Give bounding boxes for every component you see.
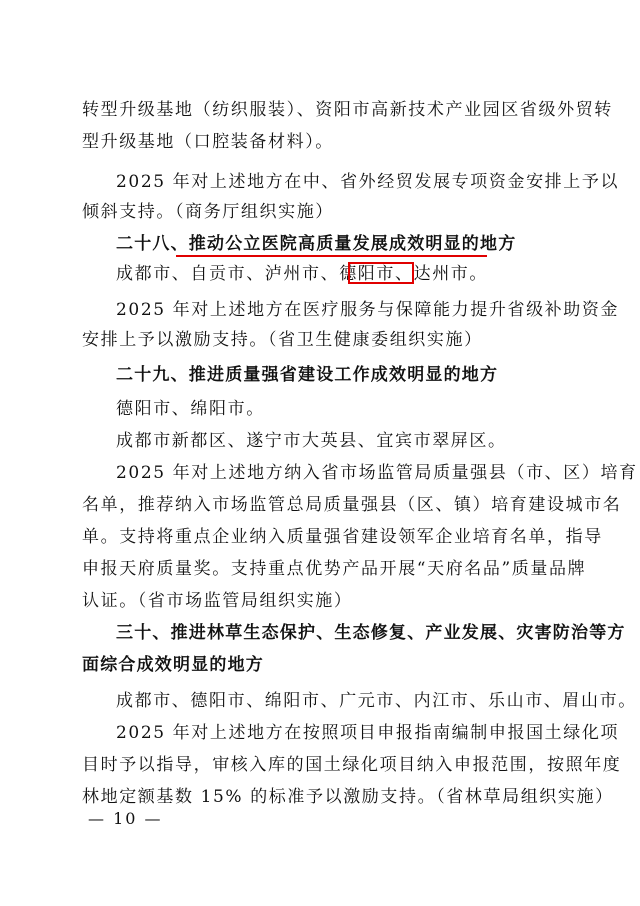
red-box-annotation: [348, 262, 414, 284]
section-heading-30-cont: 面综合成效明显的地方: [82, 655, 264, 675]
page-number: — 10 —: [88, 809, 163, 828]
section-heading-29: 二十九、推进质量强省建设工作成效明显的地方: [116, 365, 499, 385]
text-line: 2025 年对上述地方纳入省市场监管局质量强县（市、区）培育: [116, 463, 638, 483]
text-line: 林地定额基数 15% 的标准予以激励支持。（省林草局组织实施）: [82, 787, 614, 807]
section-heading-30: 三十、推进林草生态保护、生态修复、产业发展、灾害防治等方: [116, 623, 626, 643]
text-line: 名单，推荐纳入市场监管总局质量强县（区、镇）培育建设城市名: [82, 495, 622, 515]
text-line: 德阳市、绵阳市。: [116, 399, 265, 419]
text-line: 成都市、自贡市、泸州市、德阳市、达州市。: [116, 264, 488, 284]
text-line: 成都市新都区、遂宁市大英县、宜宾市翠屏区。: [116, 431, 507, 451]
text-line: 安排上予以激励支持。（省卫生健康委组织实施）: [82, 330, 483, 350]
text-line: 转型升级基地（纺织服装）、资阳市高新技术产业园区省级外贸转: [82, 100, 613, 120]
text-line: 成都市、德阳市、绵阳市、广元市、内江市、乐山市、眉山市。: [116, 691, 637, 711]
text-line: 2025 年对上述地方在医疗服务与保障能力提升省级补助资金: [116, 300, 620, 320]
section-heading-28: 二十八、推动公立医院高质量发展成效明显的地方: [116, 234, 517, 254]
text-line: 2025 年对上述地方在按照项目申报指南编制申报国土绿化项: [116, 723, 620, 743]
text-line: 目时予以指导，审核入库的国土绿化项目纳入申报范围，按照年度: [82, 755, 622, 775]
text-line: 申报天府质量奖。支持重点优势产品开展“天府名品”质量品牌: [82, 559, 587, 579]
text-line: 认证。（省市场监管局组织实施）: [82, 591, 353, 611]
text-line: 倾斜支持。（商务厅组织实施）: [82, 202, 334, 222]
text-line: 2025 年对上述地方在中、省外经贸发展专项资金安排上予以: [116, 172, 620, 192]
red-underline-annotation: [176, 255, 487, 257]
text-line: 单。支持将重点企业纳入质量强省建设领军企业培育名单，指导: [82, 527, 603, 547]
text-line: 型升级基地（口腔装备材料）。: [82, 132, 334, 152]
